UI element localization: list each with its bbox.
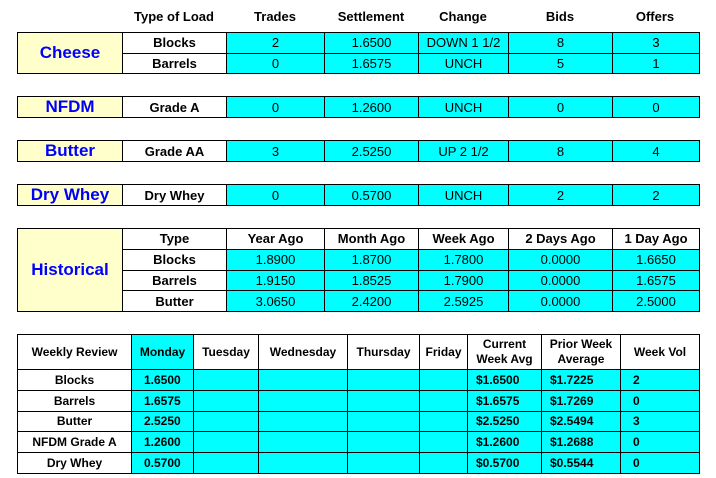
weekly-cell-thursday: [348, 370, 420, 391]
header-type-of-load: Type of Load: [134, 9, 214, 24]
weekly-header-tuesday: Tuesday: [194, 335, 259, 370]
butter-bids: 8: [509, 141, 613, 162]
weekly-cell-thursday: [348, 390, 420, 411]
weekly-header-review: Weekly Review: [18, 335, 132, 370]
cheese-blocks-trades: 2: [227, 33, 325, 54]
weekly-cell-tuesday: [194, 370, 259, 391]
header-settlement: Settlement: [337, 9, 405, 24]
header-change: Change: [439, 9, 487, 24]
weekly-cell-monday: 0.5700: [132, 453, 194, 474]
weekly-row-label: NFDM Grade A: [18, 432, 132, 453]
historical-cell: 1.6650: [613, 249, 700, 270]
weekly-cell-prior-avg: $0.5544: [542, 453, 621, 474]
cheese-barrels-change: UNCH: [419, 53, 509, 74]
historical-header-year-ago: Year Ago: [227, 229, 325, 250]
weekly-cell-friday: [420, 390, 468, 411]
weekly-cell-monday: 1.6575: [132, 390, 194, 411]
header-trades: Trades: [254, 9, 296, 24]
dry-whey-table: [17, 184, 700, 206]
dry-whey-load: Dry Whey: [123, 185, 227, 206]
dry-whey-trades: 0: [227, 185, 325, 206]
dry-whey-change: UNCH: [419, 185, 509, 206]
weekly-cell-wednesday: [259, 411, 348, 432]
butter-table: [17, 140, 700, 162]
nfdm-label: NFDM: [18, 97, 123, 118]
nfdm-bids: 0: [509, 97, 613, 118]
weekly-cell-current-avg: $0.5700: [468, 453, 542, 474]
weekly-cell-tuesday: [194, 390, 259, 411]
butter-load: Grade AA: [123, 141, 227, 162]
historical-cell: 1.8525: [325, 270, 419, 291]
butter-trades: 3: [227, 141, 325, 162]
historical-cell: 3.0650: [227, 291, 325, 312]
historical-cell: 1.9150: [227, 270, 325, 291]
weekly-header-thursday: Thursday: [348, 335, 420, 370]
cheese-table: [17, 32, 700, 74]
butter-label: Butter: [18, 141, 123, 162]
weekly-cell-monday: 1.2600: [132, 432, 194, 453]
historical-cell: 2.4200: [325, 291, 419, 312]
weekly-row-label: Butter: [18, 411, 132, 432]
weekly-header-week-vol: Week Vol: [621, 335, 700, 370]
weekly-cell-wednesday: [259, 390, 348, 411]
historical-cell: 2.5925: [419, 291, 509, 312]
weekly-cell-tuesday: [194, 432, 259, 453]
weekly-cell-current-avg: $1.6575: [468, 390, 542, 411]
weekly-header-current-week-avg: Current Week Avg: [468, 335, 542, 370]
weekly-cell-week-vol: 0: [621, 390, 700, 411]
historical-cell: 0.0000: [509, 249, 613, 270]
nfdm-trades: 0: [227, 97, 325, 118]
butter-change: UP 2 1/2: [419, 141, 509, 162]
cheese-barrels-settlement: 1.6575: [325, 53, 419, 74]
nfdm-offers: 0: [613, 97, 700, 118]
cheese-barrels-bids: 5: [509, 53, 613, 74]
weekly-cell-prior-avg: $2.5494: [542, 411, 621, 432]
historical-cell: 1.8900: [227, 249, 325, 270]
weekly-row-label: Barrels: [18, 390, 132, 411]
weekly-cell-prior-avg: $1.2688: [542, 432, 621, 453]
weekly-header-monday: Monday: [132, 335, 194, 370]
cheese-barrels-load: Barrels: [123, 53, 227, 74]
nfdm-settlement: 1.2600: [325, 97, 419, 118]
weekly-cell-wednesday: [259, 370, 348, 391]
weekly-cell-current-avg: $1.6500: [468, 370, 542, 391]
cheese-blocks-load: Blocks: [123, 33, 227, 54]
dry-whey-offers: 2: [613, 185, 700, 206]
weekly-cell-thursday: [348, 453, 420, 474]
dry-whey-settlement: 0.5700: [325, 185, 419, 206]
cheese-blocks-offers: 3: [613, 33, 700, 54]
header-bids: Bids: [545, 9, 575, 24]
historical-table: [17, 228, 700, 312]
historical-label: Historical: [18, 229, 123, 312]
cheese-barrels-trades: 0: [227, 53, 325, 74]
historical-row-label: Butter: [123, 291, 227, 312]
weekly-cell-wednesday: [259, 432, 348, 453]
weekly-cell-tuesday: [194, 411, 259, 432]
historical-header-2-days-ago: 2 Days Ago: [509, 229, 613, 250]
cheese-blocks-bids: 8: [509, 33, 613, 54]
historical-cell: 1.8700: [325, 249, 419, 270]
historical-cell: 1.7900: [419, 270, 509, 291]
nfdm-change: UNCH: [419, 97, 509, 118]
weekly-cell-monday: 1.6500: [132, 370, 194, 391]
cheese-label: Cheese: [18, 33, 123, 74]
butter-offers: 4: [613, 141, 700, 162]
weekly-cell-wednesday: [259, 453, 348, 474]
cheese-barrels-offers: 1: [613, 53, 700, 74]
weekly-cell-prior-avg: $1.7225: [542, 370, 621, 391]
weekly-cell-week-vol: 0: [621, 432, 700, 453]
nfdm-load: Grade A: [123, 97, 227, 118]
historical-header-week-ago: Week Ago: [419, 229, 509, 250]
weekly-cell-week-vol: 3: [621, 411, 700, 432]
weekly-row-label: Dry Whey: [18, 453, 132, 474]
cheese-blocks-change: DOWN 1 1/2: [419, 33, 509, 54]
weekly-cell-friday: [420, 370, 468, 391]
historical-cell: 0.0000: [509, 270, 613, 291]
dry-whey-bids: 2: [509, 185, 613, 206]
weekly-cell-current-avg: $2.5250: [468, 411, 542, 432]
header-offers: Offers: [635, 9, 675, 24]
historical-header-month-ago: Month Ago: [325, 229, 419, 250]
butter-settlement: 2.5250: [325, 141, 419, 162]
weekly-cell-week-vol: 2: [621, 370, 700, 391]
weekly-cell-thursday: [348, 411, 420, 432]
weekly-cell-current-avg: $1.2600: [468, 432, 542, 453]
weekly-row-label: Blocks: [18, 370, 132, 391]
dry-whey-label: Dry Whey: [18, 185, 123, 206]
weekly-cell-friday: [420, 453, 468, 474]
weekly-cell-friday: [420, 411, 468, 432]
historical-header-1-day-ago: 1 Day Ago: [613, 229, 700, 250]
weekly-cell-week-vol: 0: [621, 453, 700, 474]
historical-row-label: Blocks: [123, 249, 227, 270]
weekly-cell-monday: 2.5250: [132, 411, 194, 432]
historical-row-label: Barrels: [123, 270, 227, 291]
cheese-blocks-settlement: 1.6500: [325, 33, 419, 54]
historical-cell: 1.7800: [419, 249, 509, 270]
weekly-cell-friday: [420, 432, 468, 453]
weekly-cell-thursday: [348, 432, 420, 453]
historical-header-type: Type: [123, 229, 227, 250]
weekly-cell-tuesday: [194, 453, 259, 474]
historical-cell: 2.5000: [613, 291, 700, 312]
historical-cell: 0.0000: [509, 291, 613, 312]
weekly-header-wednesday: Wednesday: [259, 335, 348, 370]
weekly-review-table: [17, 334, 700, 474]
weekly-cell-prior-avg: $1.7269: [542, 390, 621, 411]
nfdm-table: [17, 96, 700, 118]
weekly-header-friday: Friday: [420, 335, 468, 370]
historical-cell: 1.6575: [613, 270, 700, 291]
weekly-header-prior-week-average: Prior Week Average: [542, 335, 621, 370]
